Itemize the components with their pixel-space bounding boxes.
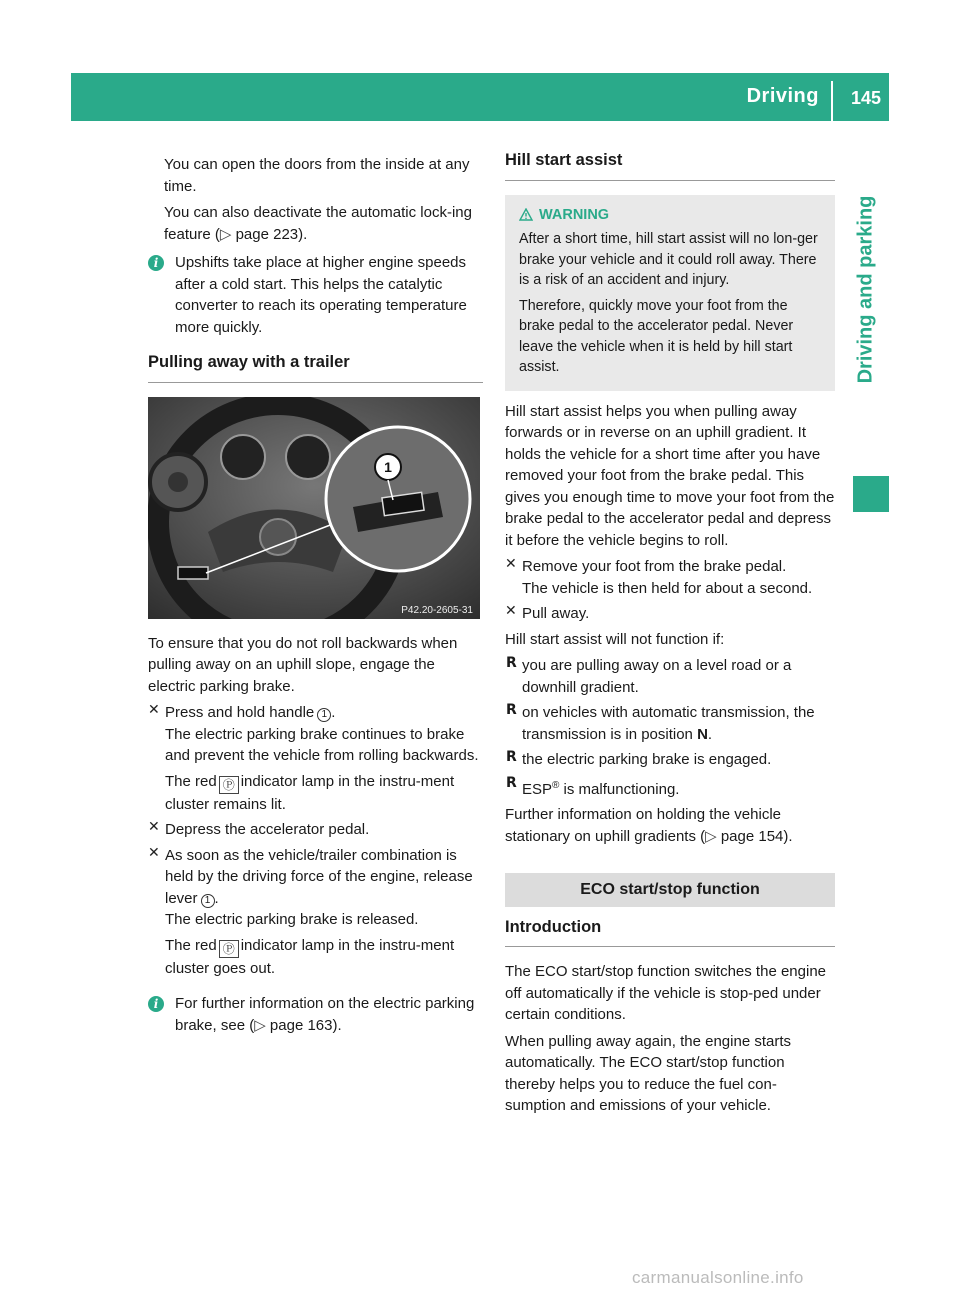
list-item: [505, 702, 835, 745]
list-text: you are pulling away on a level road or a downhill gradient.: [522, 657, 792, 696]
step-text: Press and hold handle: [165, 704, 315, 721]
arrow-marker-icon: ✕: [148, 819, 160, 835]
page-ref-link[interactable]: page 154: [720, 827, 784, 845]
subsection-heading: Introduction: [505, 917, 835, 948]
step-detail: [165, 771, 483, 816]
eco-heading-bar: ECO start/stop function: [505, 873, 835, 907]
text: .: [707, 725, 713, 743]
warning-label: WARNING: [539, 206, 610, 223]
page-ref-triangle-icon: ▷: [219, 225, 236, 243]
info-text: Upshifts take place at higher engine speeds after a cold start. This helps the catalytic converter to reach its operating temperature more quickly.: [175, 254, 467, 336]
list-item: [505, 749, 835, 771]
paragraph: [148, 202, 483, 245]
page-ref-triangle-icon: ▷: [705, 827, 721, 845]
bullet-r-icon: R: [506, 749, 517, 765]
page-ref-triangle-icon: ▷: [254, 1016, 270, 1034]
gear-position: N: [697, 725, 708, 743]
text: .: [214, 889, 219, 907]
step-item: [505, 556, 835, 599]
text: The red: [165, 772, 217, 790]
step-detail: The electric parking brake continues to brake and prevent the vehicle from rolling backwards.: [165, 725, 479, 764]
arrow-marker-icon: ✕: [148, 702, 160, 718]
steering-wheel-illustration: [148, 397, 480, 619]
step-item: [148, 702, 483, 815]
figure-code: P42.20-2605-31: [401, 604, 473, 616]
chapter-tab-label: Driving and parking: [854, 195, 877, 383]
bullet-r-icon: R: [506, 774, 517, 791]
warning-box: [505, 195, 835, 391]
text: ).: [332, 1016, 342, 1034]
paragraph: You can open the doors from the inside at any time.: [164, 156, 470, 195]
warning-text: After a short time, hill start assist will no lon-ger brake your vehicle and it could roll away. There is a risk of an accident and injury.: [519, 231, 818, 288]
chapter-marker: [853, 476, 889, 512]
step-text: As soon as the vehicle/trailer combination is held by the driving force of the engine, release lever: [165, 846, 473, 907]
step-item: [148, 819, 483, 841]
left-column: [148, 154, 483, 1041]
list-item: [505, 655, 835, 698]
page-ref-link[interactable]: page 163: [269, 1016, 333, 1034]
text: ).: [783, 827, 793, 845]
step-text: Remove your foot from the brake pedal.: [522, 558, 787, 575]
text: ).: [298, 225, 308, 243]
header-bar: [71, 73, 889, 121]
arrow-marker-icon: ✕: [148, 844, 160, 861]
chapter-tab: [843, 134, 889, 444]
list-text: the electric parking brake is engaged.: [522, 751, 772, 768]
list-text: on vehicles with automatic transmission, the transmission is in position: [522, 704, 815, 743]
step-detail: [165, 935, 483, 980]
parking-brake-lamp-icon: Ⓟ: [219, 940, 239, 958]
paragraph: The ECO start/stop function switches the engine off automatically if the vehicle is stop-ped under certain conditions.: [505, 963, 826, 1023]
page-number: 145: [850, 88, 881, 108]
list-item: [505, 775, 835, 801]
info-text: For further information on the electric parking brake, see (: [175, 995, 475, 1034]
list-text: ESP: [522, 780, 553, 798]
warning-title: [519, 205, 825, 226]
section-heading: Pulling away with a trailer: [148, 352, 483, 383]
callout-number: 1: [317, 708, 331, 722]
page-ref-link[interactable]: page 223: [235, 225, 299, 243]
text: is malfunctioning.: [559, 780, 680, 798]
header-divider: [831, 81, 833, 121]
registered-mark: ®: [552, 779, 560, 791]
paragraph: When pulling away again, the engine starts automatically. The ECO start/stop function thereby helps you to reduce the fuel con-sumption and emissions of your vehicle.: [505, 1032, 792, 1114]
info-icon: i: [148, 996, 164, 1012]
text: The red: [165, 936, 217, 954]
warning-text: Therefore, quickly move your foot from the brake pedal to the accelerator pedal. Never leave the vehicle when it is held by hill start assist.: [519, 297, 794, 375]
info-note: [148, 993, 483, 1036]
arrow-marker-icon: ✕: [505, 556, 517, 572]
text: .: [331, 704, 336, 721]
bullet-r-icon: R: [506, 702, 517, 718]
step-item: [505, 603, 835, 625]
info-note: [148, 252, 483, 338]
right-column: [505, 150, 835, 1122]
step-text: Depress the accelerator pedal.: [165, 821, 370, 838]
section-heading: Hill start assist: [505, 150, 835, 181]
bullet-r-icon: R: [506, 655, 517, 671]
watermark: carmanualsonline.info: [632, 1268, 804, 1287]
step-text: Pull away.: [522, 605, 590, 622]
steering-wheel-figure: [148, 397, 480, 619]
step-detail: The electric parking brake is released.: [165, 911, 419, 928]
callout-number: 1: [201, 894, 215, 908]
info-icon: i: [148, 255, 164, 271]
arrow-marker-icon: ✕: [505, 603, 517, 619]
text: Further information on holding the vehicle stationary on uphill gradients (: [505, 806, 781, 845]
paragraph: [505, 804, 835, 847]
text: indicator lamp in the instru-ment cluster goes out.: [165, 936, 455, 977]
section-title: Driving: [746, 85, 819, 107]
paragraph: Hill start assist helps you when pulling away forwards or in reverse on an uphill gradient. It holds the vehicle for a short time after you have removed your foot from the brake pedal. This gives you enough time to move your foot from the brake pedal to the accelerator pedal and depress it before the vehicle begins to roll.: [505, 402, 835, 549]
text: indicator lamp in the instru-ment cluster remains lit.: [165, 772, 455, 813]
warning-triangle-icon: [519, 208, 533, 221]
text: You can also deactivate the automatic lock-ing feature (: [164, 204, 472, 243]
figure-callout: 1: [384, 458, 392, 475]
step-detail: The vehicle is then held for about a second.: [522, 579, 813, 597]
parking-brake-lamp-icon: Ⓟ: [219, 776, 239, 794]
paragraph: Hill start assist will not function if:: [505, 630, 725, 648]
paragraph: To ensure that you do not roll backwards when pulling away on an uphill slope, engage the electric parking brake.: [148, 634, 458, 695]
step-item: [148, 845, 483, 980]
